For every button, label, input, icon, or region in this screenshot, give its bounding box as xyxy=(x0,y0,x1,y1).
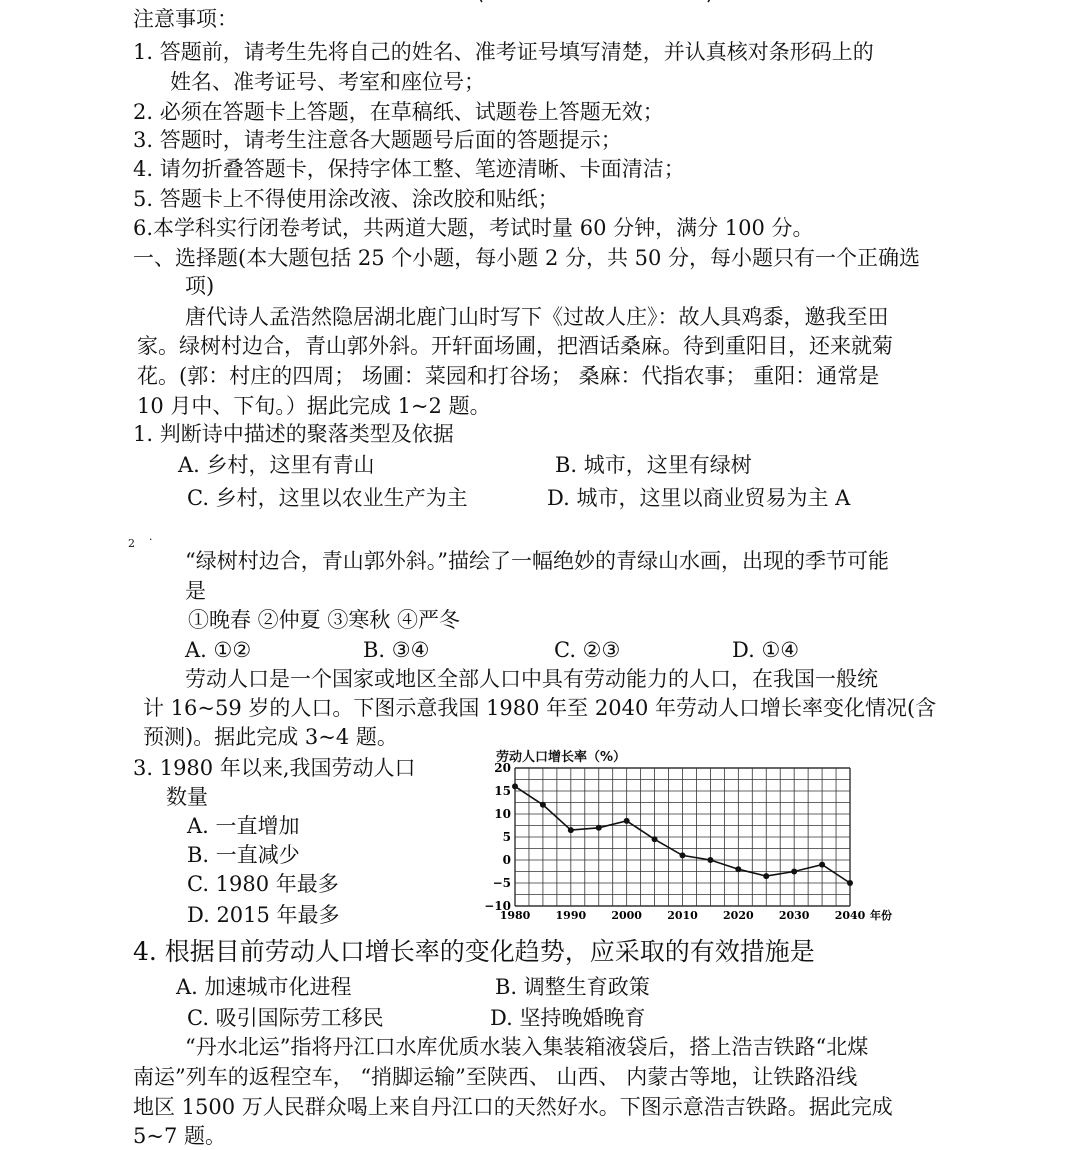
data-point xyxy=(512,783,518,789)
x-tick-label: 1980 xyxy=(499,909,531,922)
note-item-4: 4. 请勿折叠答题卡，保持字体工整、笔迹清晰、卡面清洁； xyxy=(133,157,685,181)
x-tick-label: 2000 xyxy=(611,909,642,922)
q4-option-b: B. 调整生育政策 xyxy=(495,975,650,999)
top-header-fragment xyxy=(470,0,720,4)
q2-dot: · xyxy=(149,533,153,546)
passage1-line-4: 10 月中、下旬。）据此完成 1~2 题。 xyxy=(137,394,491,418)
data-point xyxy=(763,873,769,879)
y-tick-label: 5 xyxy=(502,830,511,844)
data-point xyxy=(847,880,853,886)
passage2-line-2: 计 16~59 岁的人口。下图示意我国 1980 年至 2040 年劳动人口增长率变化情况(含 xyxy=(143,696,937,720)
q4-option-a: A. 加速城市化进程 xyxy=(176,975,352,999)
q1-option-a: A. 乡村，这里有青山 xyxy=(178,453,375,477)
q3-option-c: C. 1980 年最多 xyxy=(187,872,339,896)
q3-option-d: D. 2015 年最多 xyxy=(187,903,340,927)
q2-option-b: B. ③④ xyxy=(363,638,430,662)
note-item-1: 1. 答题前，请考生先将自己的姓名、准考证号填写清楚，并认真核对条形码上的 xyxy=(133,40,874,64)
passage2-line-3: 预测)。据此完成 3~4 题。 xyxy=(143,725,398,749)
section-title-cont: 项) xyxy=(185,274,215,298)
note-item-5: 5. 答题卡上不得使用涂改液、涂改胶和贴纸； xyxy=(133,187,559,211)
q1-stem: 1. 判断诗中描述的聚落类型及依据 xyxy=(133,422,454,446)
y-tick-label: −5 xyxy=(492,876,511,890)
q4-option-d: D. 坚持晚婚晚育 xyxy=(490,1006,646,1030)
data-point xyxy=(819,862,825,868)
data-point xyxy=(707,857,713,863)
q2-option-d: D. ①④ xyxy=(732,638,800,662)
passage3-line-1: “丹水北运”指将丹江口水库优质水装入集装箱液袋后，搭上浩吉铁路“北煤 xyxy=(185,1035,869,1059)
labor-growth-chart xyxy=(480,746,900,936)
q3-stem: 3. 1980 年以来,我国劳动人口 xyxy=(133,756,416,780)
y-tick-label: 0 xyxy=(502,853,511,867)
q3-stem-cont: 数量 xyxy=(166,785,208,809)
q2-option-a: A. ①② xyxy=(185,638,252,662)
passage3-line-3: 地区 1500 万人民群众喝上来自丹江口的天然好水。下图示意浩吉铁路。据此完成 xyxy=(133,1095,893,1119)
passage1-line-3: 花。(郭：村庄的四周； 场圃：菜园和打谷场； 桑麻：代指农事； 重阳：通常是 xyxy=(137,364,880,388)
data-point xyxy=(680,852,686,858)
data-point xyxy=(652,836,658,842)
data-point xyxy=(624,818,630,824)
passage2-line-1: 劳动人口是一个国家或地区全部人口中具有劳动能力的人口，在我国一般统 xyxy=(185,667,878,691)
data-point xyxy=(791,869,797,875)
x-tick-label: 2030 xyxy=(778,909,810,922)
q1-option-d: D. 城市，这里以商业贸易为主 A xyxy=(547,486,851,510)
data-point xyxy=(735,866,741,872)
q3-option-b: B. 一直减少 xyxy=(187,843,300,867)
q2-stem-cont: 是 xyxy=(185,579,206,603)
note-item-6: 6.本学科实行闭卷考试，共两道大题，考试时量 60 分钟，满分 100 分。 xyxy=(133,216,814,240)
x-tick-label: 1990 xyxy=(555,909,587,922)
passage1-line-1: 唐代诗人孟浩然隐居湖北鹿门山时写下《过故人庄》：故人具鸡黍，邀我至田 xyxy=(185,305,889,329)
notes-heading: 注意事项： xyxy=(133,7,238,31)
x-tick-label: 2010 xyxy=(667,909,698,922)
note-item-3: 3. 答题时，请考生注意各大题题号后面的答题提示； xyxy=(133,128,622,152)
q2-stem: “绿树村边合，青山郭外斜。”描绘了一幅绝妙的青绿山水画，出现的季节可能 xyxy=(185,549,889,573)
q1-option-b: B. 城市，这里有绿树 xyxy=(555,453,752,477)
passage3-line-4: 5~7 题。 xyxy=(133,1124,226,1148)
note-item-1-cont: 姓名、准考证号、考室和座位号； xyxy=(170,70,485,94)
q4-option-c: C. 吸引国际劳工移民 xyxy=(187,1006,384,1030)
q2-option-c: C. ②③ xyxy=(554,638,621,662)
q3-option-a: A. 一直增加 xyxy=(187,814,300,838)
y-tick-label: 15 xyxy=(494,784,511,798)
y-tick-label: 10 xyxy=(494,807,511,821)
y-tick-label: 20 xyxy=(494,761,511,775)
y-tick-label: −10 xyxy=(484,899,511,913)
section-title: 一、选择题(本大题包括 25 个小题，每小题 2 分，共 50 分，每小题只有一个正确选 xyxy=(133,246,921,270)
q1-option-c: C. 乡村，这里以农业生产为主 xyxy=(187,486,468,510)
data-point xyxy=(596,825,602,831)
x-axis-label: 年份 xyxy=(870,909,892,922)
x-tick-label: 2040 xyxy=(834,909,866,922)
x-tick-label: 2020 xyxy=(723,909,754,922)
data-point xyxy=(568,827,574,833)
chart-svg xyxy=(480,746,900,936)
q2-choices: ①晚春 ②仲夏 ③寒秋 ④严冬 xyxy=(188,608,461,632)
q4-stem: 4. 根据目前劳动人口增长率的变化趋势，应采取的有效措施是 xyxy=(133,937,815,966)
q2-number: 2 xyxy=(128,537,135,550)
note-item-2: 2. 必须在答题卡上答题，在草稿纸、试题卷上答题无效； xyxy=(133,100,664,124)
passage3-line-2: 南运”列车的返程空车， “捎脚运输”至陕西、 山西、 内蒙古等地，让铁路沿线 xyxy=(133,1065,858,1089)
chart-title: 劳动人口增长率（%） xyxy=(496,750,627,765)
data-point xyxy=(540,802,546,808)
passage1-line-2: 家。绿树村边合，青山郭外斜。开轩面场圃，把酒话桑麻。待到重阳目，还来就菊 xyxy=(137,334,893,358)
